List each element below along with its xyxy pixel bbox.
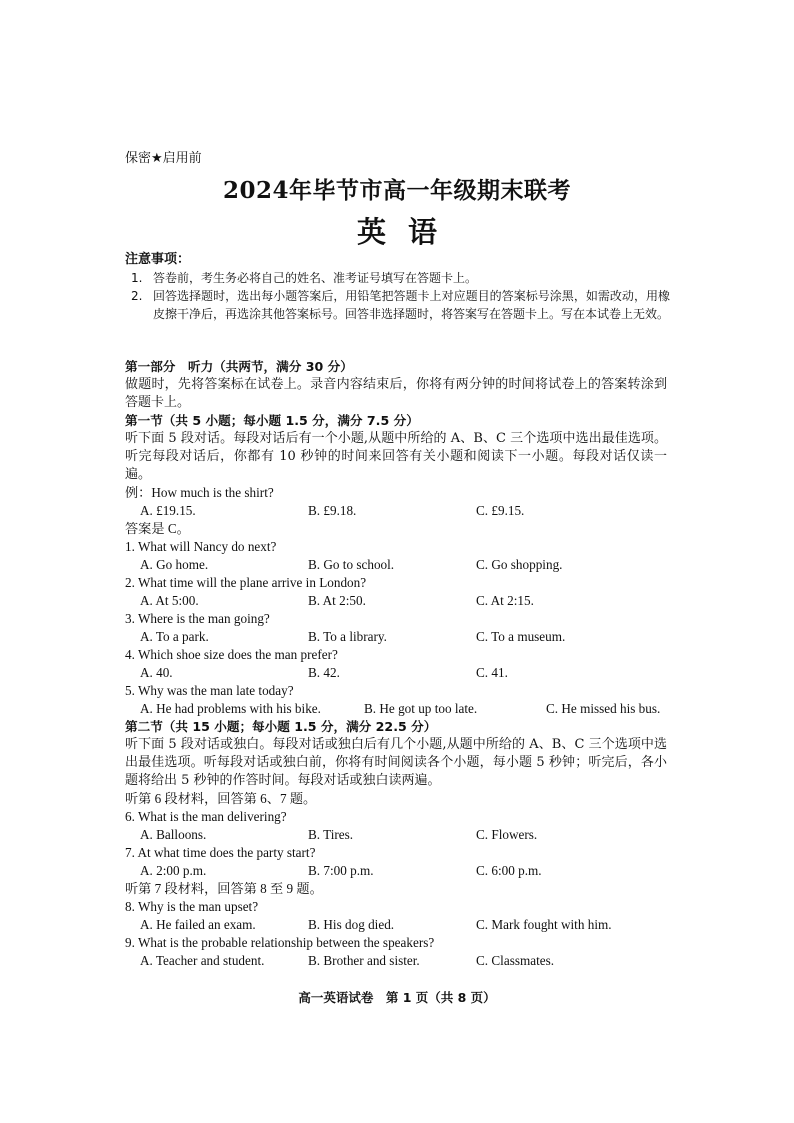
option-c: C. At 2:15. (476, 593, 534, 608)
question-1-options (125, 556, 667, 574)
part1-intro: 做题时，先将答案标在试卷上。录音内容结束后，你将有两分钟的时间将试卷上的答案转涂到答题卡上。 (125, 377, 667, 410)
option-c: C. Flowers. (476, 827, 538, 842)
option-b: B. He got up too late. (364, 701, 478, 716)
question-7-options (125, 862, 667, 880)
option-b: B. To a library. (308, 629, 387, 644)
notice-item-number: 1. (131, 271, 143, 285)
page-footer: 高一英语试卷 第 1 页（共 8 页） (298, 990, 496, 1005)
question-6-options (125, 826, 667, 844)
listening-content (125, 358, 667, 970)
option-c: C. 41. (476, 665, 508, 680)
question-9-options (125, 952, 667, 970)
option-b: B. Go to school. (308, 557, 395, 572)
material-7-instruction: 听第 7 段材料，回答第 8 至 9 题。 (125, 881, 323, 896)
option-a: A. At 5:00. (140, 593, 199, 608)
question-2-options (125, 592, 667, 610)
option-a: A. £19.15. (140, 503, 196, 518)
option-b: B. His dog died. (308, 917, 395, 932)
question-5-options (125, 700, 667, 718)
option-a: A. He had problems with his bike. (140, 701, 321, 716)
section1-intro: 听下面 5 段对话。每段对话后有一个小题,从题中所给的 A、B、C 三个选项中选出最佳选项。听完每段对话后，你都有 10 秒钟的时间来回答有关小题和阅读下一小题。每段对话仅读一遍。 (125, 431, 667, 482)
option-c: C. Mark fought with him. (476, 917, 612, 932)
notice-heading: 注意事项： (125, 252, 191, 267)
section2-intro: 听下面 5 段对话或独白。每段对话或独白后有几个小题,从题中所给的 A、B、C 三个选项中选出最佳选项。听每段对话或独白前，你将有时间阅读各个小题，每小题 5 秒钟；听完后，各小题将给出 5 秒钟的作答时间。每段对话或独白读两遍。 (125, 737, 667, 788)
question-2: 2. What time will the plane arrive in London? (125, 575, 367, 590)
option-b: B. Tires. (308, 827, 354, 842)
notice-item-text: 回答选择题时，选出每小题答案后，用铅笔把答题卡上对应题目的答案标号涂黑，如需改动，用橡皮擦干净后，再选涂其他答案标号。回答非选择题时，将答案写在答题卡上。写在本试卷上无效。 (153, 289, 670, 321)
option-a: A. Balloons. (140, 827, 207, 842)
option-a: A. Go home. (140, 557, 209, 572)
question-3-options (125, 628, 667, 646)
confidential-label: 保密★启用前 (125, 151, 202, 166)
option-c: C. 6:00 p.m. (476, 863, 542, 878)
option-c: C. £9.15. (476, 503, 525, 518)
subject-title: 英语 (356, 215, 459, 249)
question-8: 8. Why is the man upset? (125, 899, 259, 914)
notice-item (125, 269, 670, 287)
option-b: B. £9.18. (308, 503, 357, 518)
question-4-options (125, 664, 667, 682)
option-a: A. Teacher and student. (140, 953, 265, 968)
example-question: 例：How much is the shirt? (125, 485, 274, 500)
question-3: 3. Where is the man going? (125, 611, 270, 626)
example-options (125, 502, 667, 520)
option-b: B. At 2:50. (308, 593, 366, 608)
option-a: A. 40. (140, 665, 173, 680)
section1-heading: 第一节（共 5 小题；每小题 1.5 分，满分 7.5 分） (125, 413, 419, 428)
section2-heading: 第二节（共 15 小题；每小题 1.5 分，满分 22.5 分） (125, 719, 437, 734)
part1-heading: 第一部分 听力（共两节，满分 30 分） (125, 359, 353, 374)
option-a: A. 2:00 p.m. (140, 863, 207, 878)
option-b: B. 7:00 p.m. (308, 863, 374, 878)
notice-item-number: 2. (131, 289, 143, 303)
option-c: C. He missed his bus. (546, 701, 661, 716)
question-7: 7. At what time does the party start? (125, 845, 316, 860)
example-answer: 答案是 C。 (125, 521, 190, 536)
question-9: 9. What is the probable relationship between the speakers? (125, 935, 435, 950)
notice-block (125, 251, 670, 323)
question-4: 4. Which shoe size does the man prefer? (125, 647, 338, 662)
option-a: A. He failed an exam. (140, 917, 256, 932)
notice-item-text: 答卷前，考生务必将自己的姓名、准考证号填写在答题卡上。 (153, 271, 478, 285)
option-c: C. To a museum. (476, 629, 566, 644)
question-1: 1. What will Nancy do next? (125, 539, 277, 554)
option-c: C. Classmates. (476, 953, 555, 968)
question-5: 5. Why was the man late today? (125, 683, 294, 698)
exam-title: 2024年毕节市高一年级期末联考 (222, 177, 571, 204)
option-a: A. To a park. (140, 629, 209, 644)
option-c: C. Go shopping. (476, 557, 563, 572)
option-b: B. Brother and sister. (308, 953, 420, 968)
question-6: 6. What is the man delivering? (125, 809, 287, 824)
notice-item (125, 287, 670, 323)
material-6-instruction: 听第 6 段材料，回答第 6、7 题。 (125, 791, 317, 806)
question-8-options (125, 916, 667, 934)
option-b: B. 42. (308, 665, 340, 680)
